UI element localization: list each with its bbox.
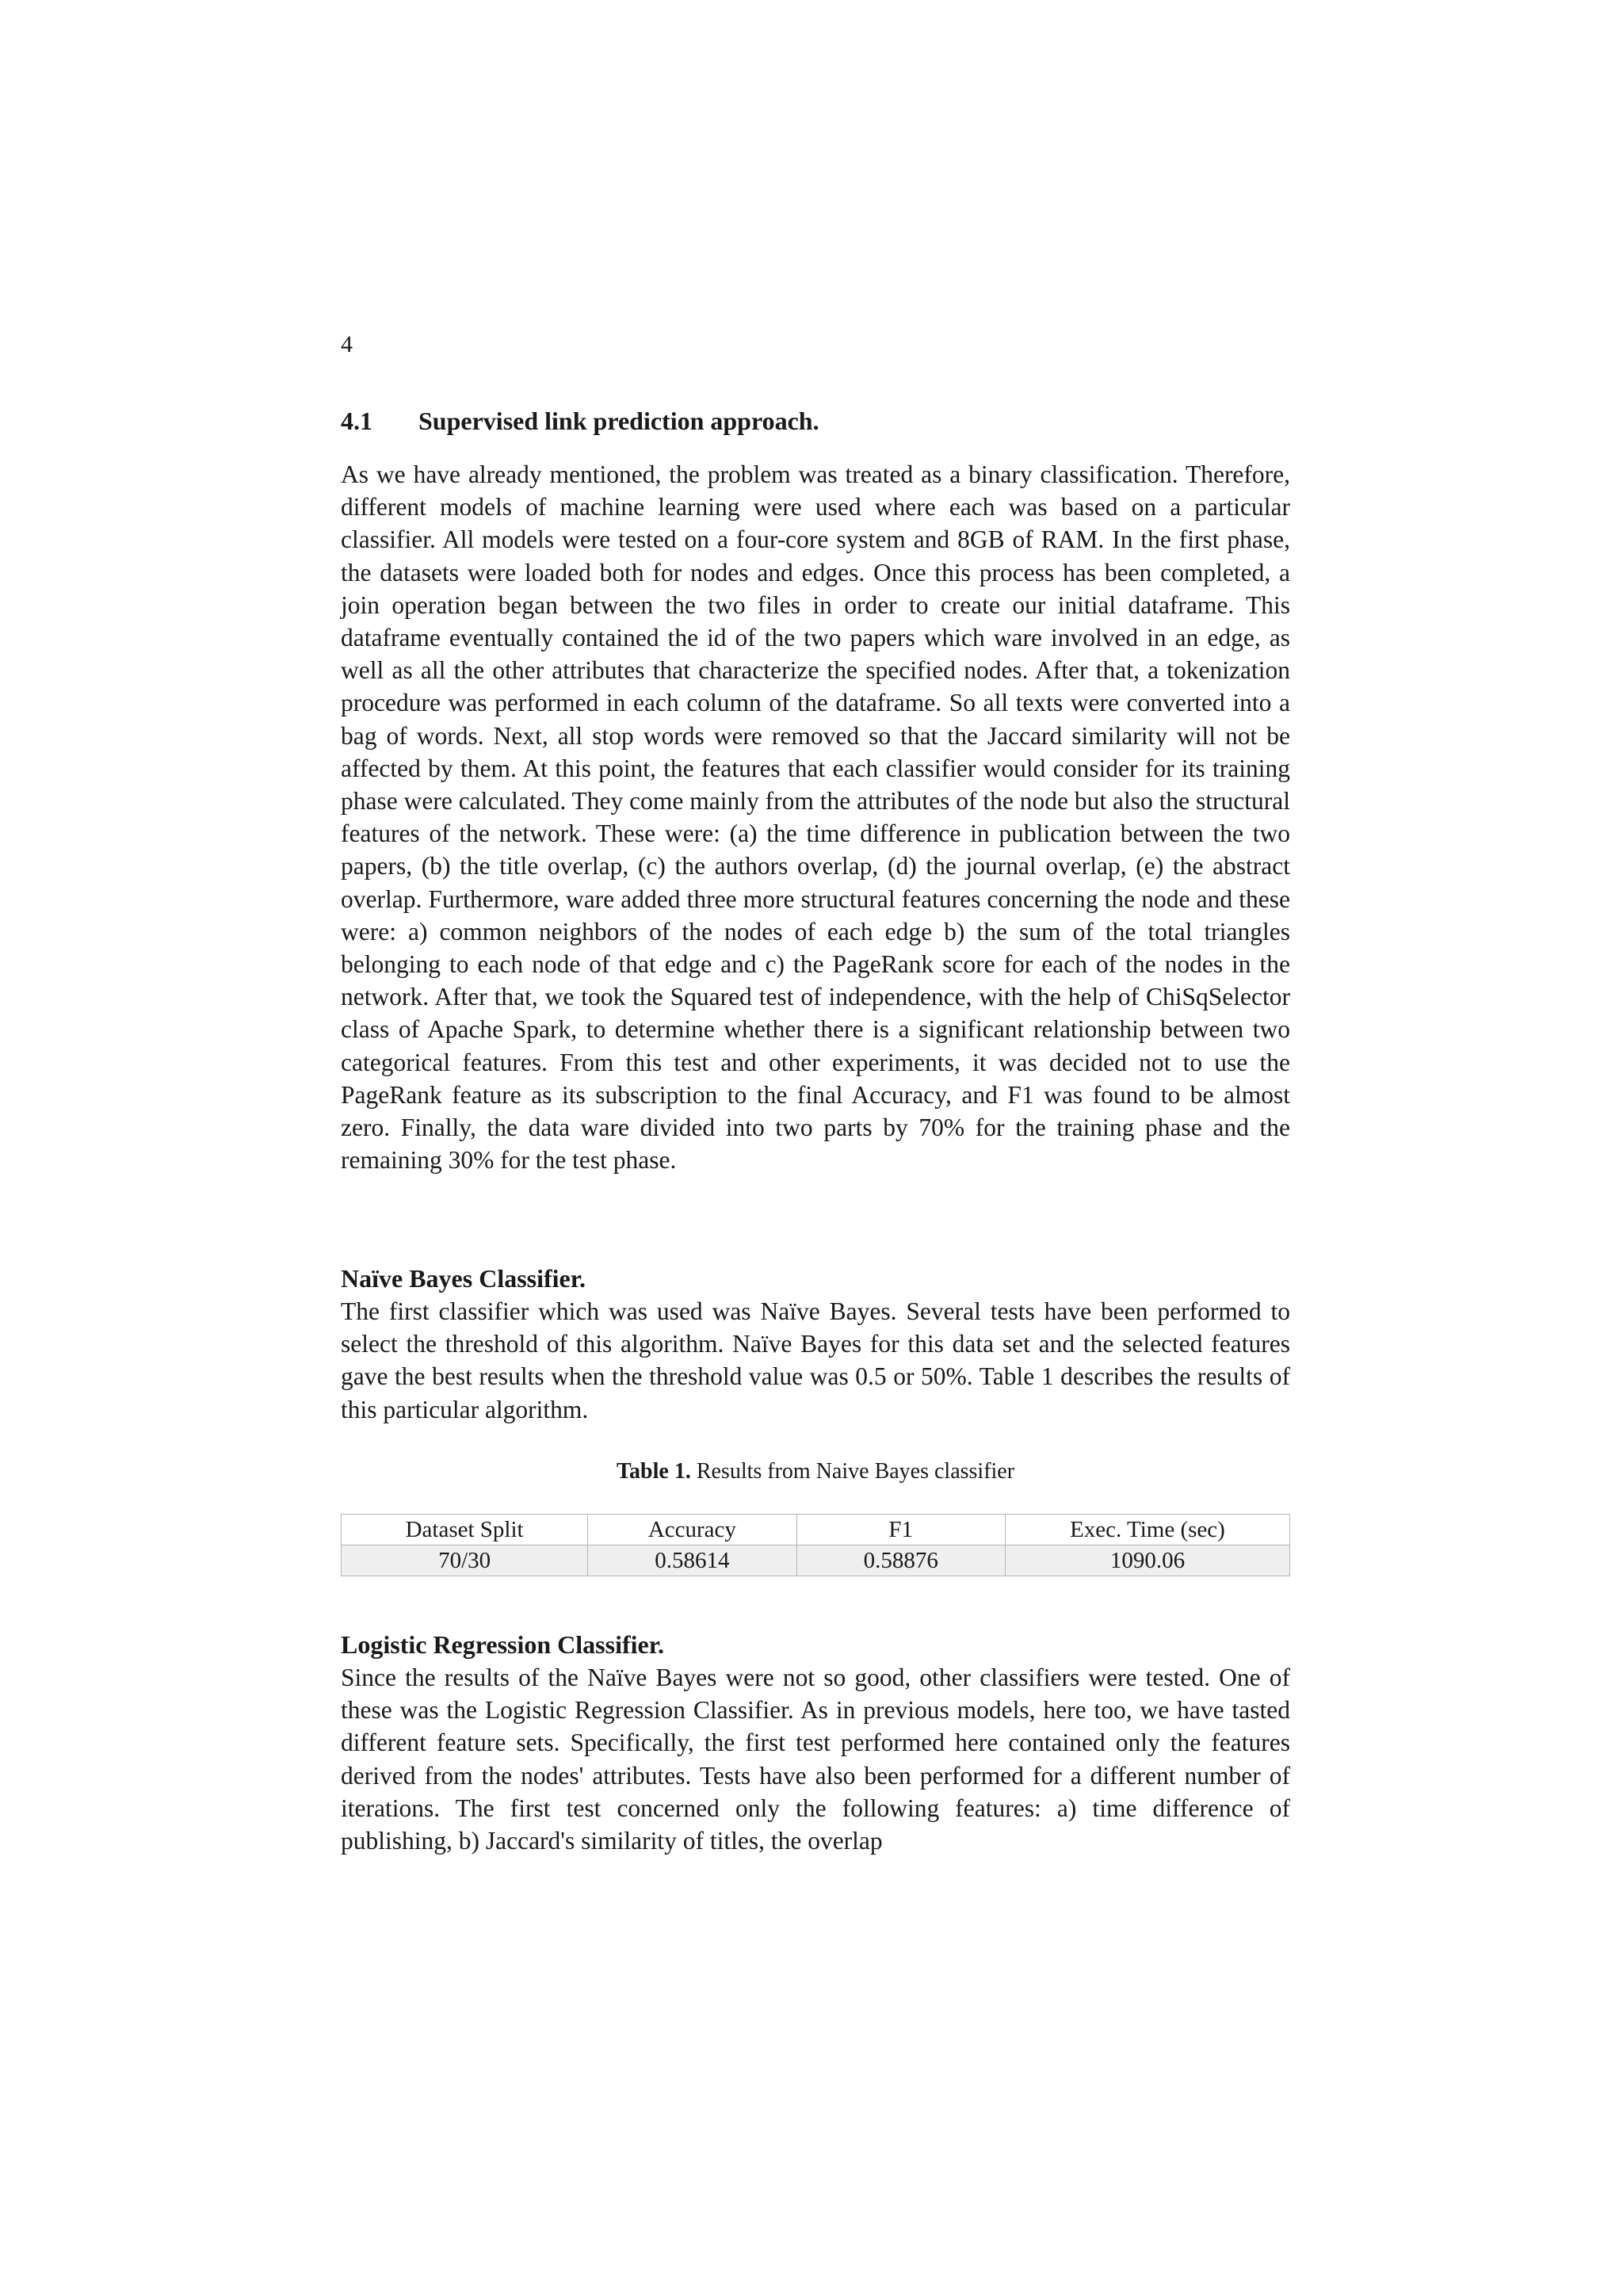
table-cell: 1090.06 [1005, 1545, 1289, 1576]
table-label: Table 1. [616, 1459, 691, 1484]
logistic-regression-heading: Logistic Regression Classifier. [341, 1630, 664, 1659]
naive-bayes-paragraph: The first classifier which was used was Naïve Bayes. Several tests have been performed to select the threshold of this algorithm. Naïve Bayes for this data set and the selected features gave the best results when the threshold value was 0.5 or 50%. Table 1 describes the results of this particular algorithm. [341, 1297, 1290, 1423]
logistic-regression-paragraph: Since the results of the Naïve Bayes were not so good, other classifiers were tested. One of these was the Logistic Regression Classifier. As in previous models, here too, we have tasted different feature sets. Specifically, the first test performed here contained only the features derived from the nodes' attributes. Tests have also been performed for a different number of iterations. The first test concerned only the following features: a) time difference of publishing, b) Jaccard's similarity of titles, the overlap [341, 1664, 1290, 1855]
table-cell: 70/30 [342, 1545, 588, 1576]
table-caption-text: Results from Naive Bayes classifier [696, 1459, 1015, 1484]
section-heading [341, 404, 819, 437]
body-paragraph-intro: As we have already mentioned, the problem was treated as a binary classification. Therefore, different models of machine learning were used where each was based on a particular classifier. All models were tested on a four-core system and 8GB of RAM. In the first phase, the datasets were loaded both for nodes and edges. Once this process has been completed, a join operation began between the two files in order to create our initial dataframe. This dataframe eventually contained the id of the two papers which ware involved in an edge, as well as all the other attributes that characterize the specified nodes. After that, a tokenization procedure was performed in each column of the dataframe. So all texts were converted into a bag of words. Next, all stop words were removed so that the Jaccard similarity will not be affected by them. At this point, the features that each classifier would consider for its training phase were calculated. They come mainly from the attributes of the node but also the structural features of the network. These were: (a) the time difference in publication between the two papers, (b) the title overlap, (c) the authors overlap, (d) the journal overlap, (e) the abstract overlap. Furthermore, ware added three more structural features concerning the node and these were: a) common neighbors of the nodes of each edge b) the sum of the total triangles belonging to each node of that edge and c) the PageRank score for each of the nodes in the network. After that, we took the Squared test of independence, with the help of ChiSqSelector class of Apache Spark, to determine whether there is a significant relationship between two categorical features. From this test and other experiments, it was decided not to use the PageRank feature as its subscription to the final Accuracy, and F1 was found to be almost zero. Finally, the data ware divided into two parts by 70% for the training phase and the remaining 30% for the test phase. [341, 460, 1290, 1175]
page-number: 4 [341, 331, 353, 357]
results-table [341, 1514, 1290, 1576]
section-number: 4.1 [341, 407, 372, 435]
table-caption [341, 1457, 1290, 1487]
naive-bayes-heading: Naïve Bayes Classifier. [341, 1264, 586, 1293]
table-header-cell: F1 [796, 1515, 1005, 1545]
table-cell: 0.58614 [588, 1545, 796, 1576]
table-header-cell: Dataset Split [342, 1515, 588, 1545]
table-header-row [342, 1515, 1290, 1545]
section-title: Supervised link prediction approach. [418, 407, 819, 435]
table-header-cell: Accuracy [588, 1515, 796, 1545]
table-cell: 0.58876 [796, 1545, 1005, 1576]
table-row [342, 1545, 1290, 1576]
table-header-cell: Exec. Time (sec) [1005, 1515, 1289, 1545]
